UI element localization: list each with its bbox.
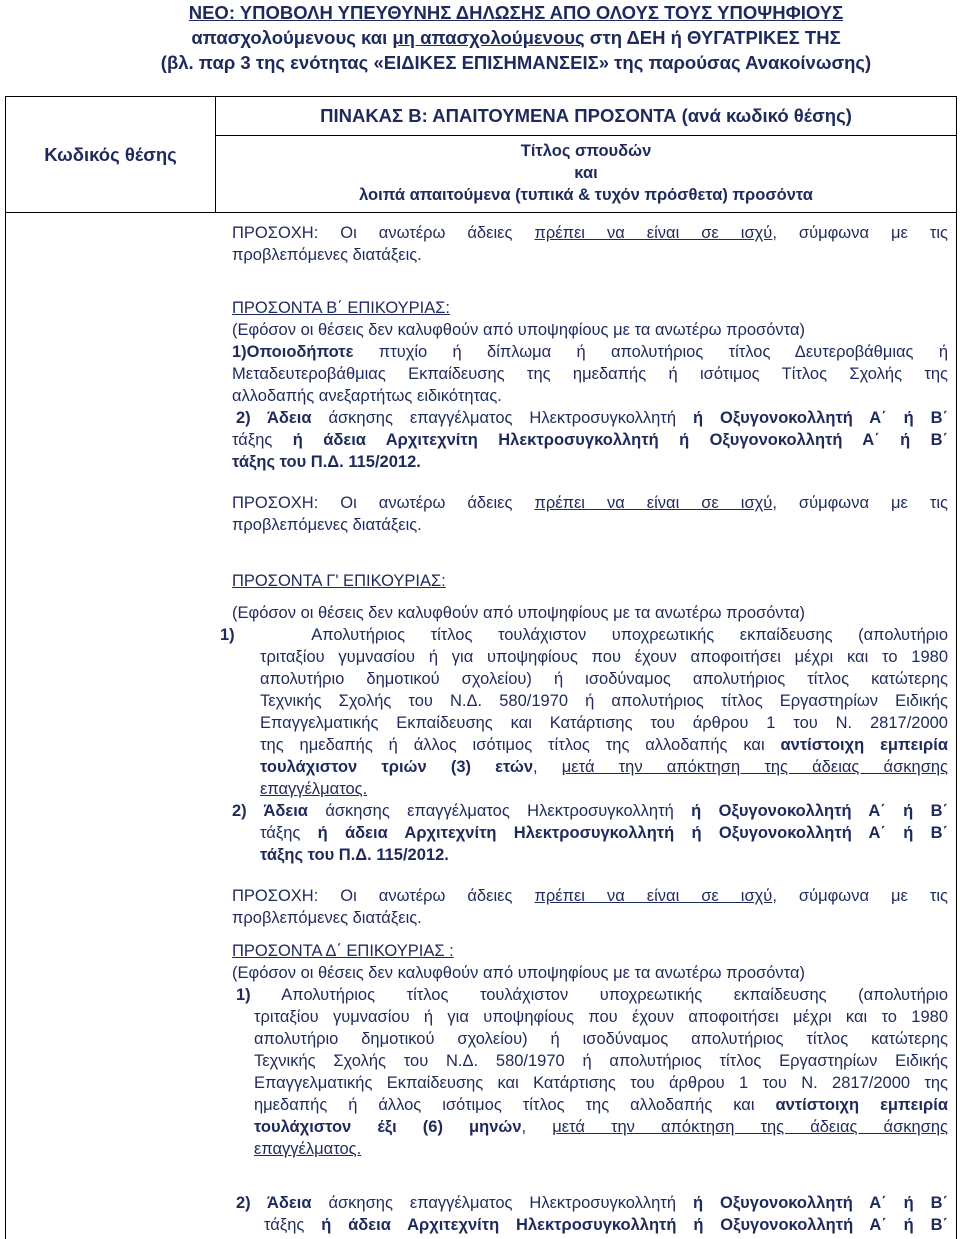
section-b: ΠΡΟΣΟΝΤΑ Β΄ ΕΠΙΚΟΥΡΙΑΣ: (Εφόσον οι θέσεις δεν καλυφθούν από υποψηφίους με τα ανωτέρω προσόντα) 1)Οποιοδήποτε πτυχίο ή δίπλωμα ή απολυτήριος τίτλος Δευτεροβάθμιας ή Μεταδευτεροβάθμιας Εκπαίδευσης της ημεδαπής ή ισότιμος Τίτλος Σχολής της αλλοδαπής ανεξαρτήτως ειδικότητας. 2) Άδεια άσκησης επαγγέλματος Ηλεκτροσυγκολλητή ή Οξυγονοκολλητή Α΄ ή Β΄ τάξης ή άδεια Αρχιτεχνίτη Ηλεκτροσυγκολλητή ή Οξυγονοκολλητή Α΄ ή Β΄ τάξης του Π.Δ. 115/2012.: [232, 299, 949, 471]
section-c-heading: ΠΡΟΣΟΝΤΑ Γ' ΕΠΙΚΟΥΡΙΑΣ:: [232, 572, 446, 590]
document-header: [96, 0, 936, 75]
notice-1: ΠΡΟΣΟΧΗ: Οι ανωτέρω άδειες πρέπει να είναι σε ισχύ, σύμφωνα με τις προβλεπόμενες διατάξεις.: [232, 224, 948, 264]
code-column-header: Κωδικός θέσης: [6, 97, 216, 212]
header-line-2: απασχολούμενους και μη απασχολούμενους στη ΔΕΗ ή ΘΥΓΑΤΡΙΚΕΣ ΤΗΣ: [191, 27, 841, 48]
notice-2: ΠΡΟΣΟΧΗ: Οι ανωτέρω άδειες πρέπει να είναι σε ισχύ, σύμφωνα με τις προβλεπόμενες διατάξεις.: [232, 494, 948, 534]
section-d-item-2: 2) Άδεια άσκησης επαγγέλματος Ηλεκτροσυγκολλητή ή Οξυγονοκολλητή Α΄ ή Β΄ τάξης ή άδεια Αρχιτεχνίτη Ηλεκτροσυγκολλητή ή Οξυγονοκολλητή Α΄ ή Β΄: [236, 1194, 949, 1234]
section-d: ΠΡΟΣΟΝΤΑ Δ΄ ΕΠΙΚΟΥΡΙΑΣ : (Εφόσον οι θέσεις δεν καλυφθούν από υποψηφίους με τα ανωτέρω προσόντα) 1) Απολυτήριος τίτλος τουλάχιστον υποχρεωτικής εκπαίδευσης (απολυτήριο τριταξίου γυμνασίου ή για υποψηφίους που έχουν αποφοιτήσει μέχρι και το 1980 απολυτήριο δημοτικού σχολείου) ή ισοδύναμος απολυτήριος τίτλος κατώτερης Τεχνικής Σχολής του Ν.Δ. 580/1970 ή απολυτήριος τίτλος Εργαστηρίων Ειδικής Επαγγελματικής Εκπαίδευσης και Κατάρτισης του άρθρου 1 του Ν. 2817/2000 της ημεδαπής ή άλλος ισότιμος τίτλος της αλλοδαπής και αντίστοιχη εμπειρία τουλάχιστον έξι (6) μηνών, μετά την απόκτηση της άδειας άσκησης επαγγέλματος.: [232, 942, 948, 1158]
header-title: ΝΕΟ: ΥΠΟΒΟΛΗ ΥΠΕΥΘΥΝΗΣ ΔΗΛΩΣΗΣ ΑΠΟ ΟΛΟΥΣ ΤΟΥΣ ΥΠΟΨΗΦΙΟΥΣ: [188, 2, 844, 23]
table-title: ΠΙΝΑΚΑΣ Β: ΑΠΑΙΤΟΥΜΕΝΑ ΠΡΟΣΟΝΤΑ (ανά κωδικό θέσης): [216, 97, 956, 136]
section-b-heading: ΠΡΟΣΟΝΤΑ Β΄ ΕΠΙΚΟΥΡΙΑΣ:: [232, 299, 451, 317]
header-line-3: (βλ. παρ 3 της ενότητας «ΕΙΔΙΚΕΣ ΕΠΙΣΗΜΑΝΣΕΙΣ» της παρούσας Ανακοίνωσης): [160, 52, 872, 73]
qualifications-column-header: [216, 97, 956, 212]
section-d-heading: ΠΡΟΣΟΝΤΑ Δ΄ ΕΠΙΚΟΥΡΙΑΣ :: [232, 942, 454, 960]
table-subtitle: Τίτλος σπουδών και λοιπά απαιτούμενα (τυπικά & τυχόν πρόσθετα) προσόντα: [359, 142, 813, 204]
header-line-1: [96, 0, 936, 25]
section-c: [232, 570, 948, 592]
notice-3: ΠΡΟΣΟΧΗ: Οι ανωτέρω άδειες πρέπει να είναι σε ισχύ, σύμφωνα με τις προβλεπόμενες διατάξεις.: [232, 887, 948, 927]
section-c-body: (Εφόσον οι θέσεις δεν καλυφθούν από υποψηφίους με τα ανωτέρω προσόντα) 1) Απολυτήριος τίτλος τουλάχιστον υποχρεωτικής εκπαίδευσης (απολυτήριο τριταξίου γυμνασίου ή για υποψηφίους που έχουν αποφοιτήσει μέχρι και το 1980 απολυτήριο δημοτικού σχολείου) ή ισοδύναμος απολυτήριος τίτλος κατώτερης Τεχνικής Σχολής του Ν.Δ. 580/1970 ή απολυτήριος τίτλος Εργαστηρίων Ειδικής Επαγγελματικής Εκπαίδευσης και Κατάρτισης του άρθρου 1 του Ν. 2817/2000 της ημεδαπής ή άλλος ισότιμος τίτλος της αλλοδαπής και αντίστοιχη εμπειρία τουλάχιστον τριών (3) ετών, μετά την απόκτηση της άδειας άσκησης επαγγέλματος. 2) Άδεια άσκησης επαγγέλματος Ηλεκτροσυγκολλητή ή Οξυγονοκολλητή Α΄ ή Β΄ τάξης ή άδεια Αρχιτεχνίτη Ηλεκτροσυγκολλητή ή Οξυγονοκολλητή Α΄ ή Β΄ τάξης του Π.Δ. 115/2012.: [220, 604, 949, 864]
header-divider: [6, 212, 956, 213]
